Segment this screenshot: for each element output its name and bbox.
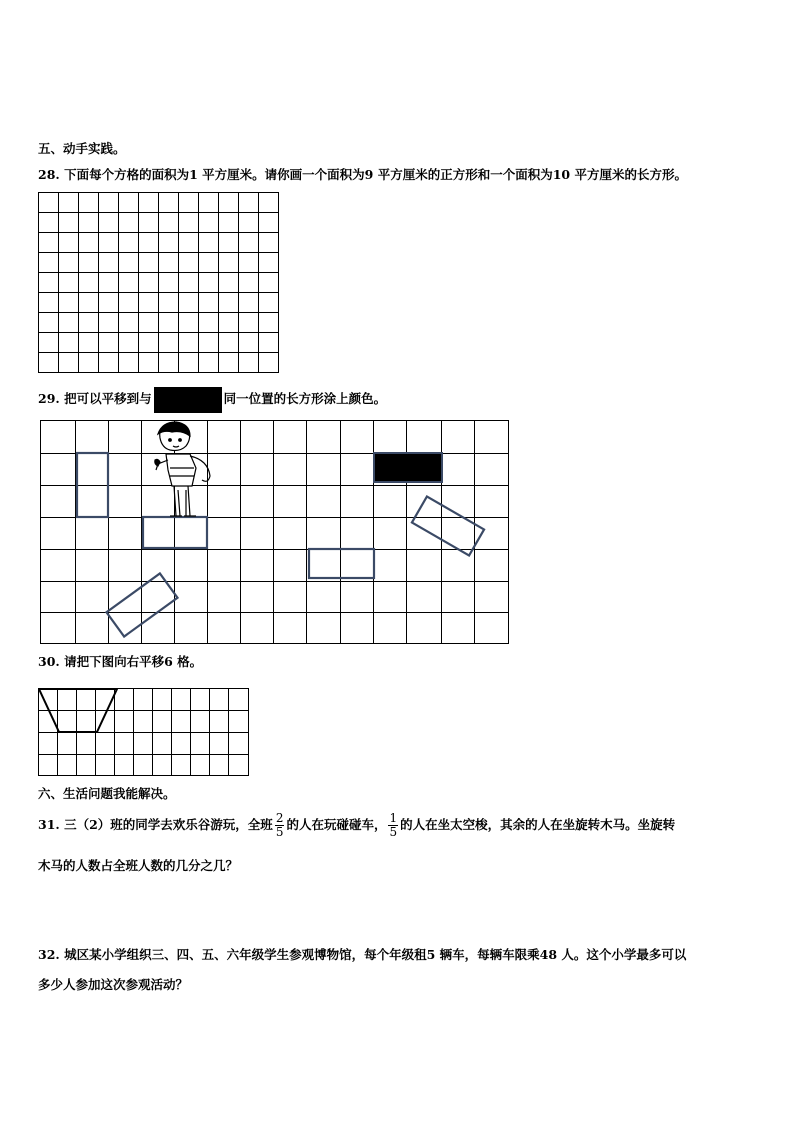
question-32-line-1: 城区某小学组织三、四、五、六年级学生参观博物馆，每个年级租5 辆车，每辆车限乘48 人。这个小学最多可以 (64, 947, 687, 962)
question-29 (38, 386, 386, 413)
question-31-part1: 三（2）班的同学去欢乐谷游玩，全班 (64, 817, 273, 832)
question-32 (38, 947, 686, 963)
question-30 (38, 654, 202, 670)
question-31-line-2: 木马的人数占全班人数的几分之几？ (38, 858, 239, 873)
question-28 (38, 167, 687, 183)
question-31-part3: 的人在坐太空梭，其余的人在坐旋转木马。坐旋转 (400, 817, 676, 832)
section-5-heading: 五、动手实践。 (38, 141, 126, 156)
question-29-text-before: 把可以平移到与 (64, 391, 152, 406)
q29-translation-grid (40, 420, 510, 645)
reference-black-rectangle (154, 387, 222, 413)
question-32-line-2: 多少人参加这次参观活动？ (38, 977, 189, 992)
question-30-number: 30. (38, 654, 60, 669)
question-31-number: 31. (38, 817, 60, 832)
fraction-2-denominator: 5 (389, 825, 398, 839)
q28-drawing-grid[interactable] (38, 192, 280, 374)
fraction-two-fifths (275, 812, 285, 839)
question-31 (38, 808, 675, 842)
boy-figure-icon (155, 422, 210, 516)
question-28-text: 下面每个方格的面积为1 平方厘米。请你画一个面积为9 平方厘米的正方形和一个面积为10 平方厘米的长方形。 (64, 167, 687, 182)
fraction-1-numerator: 2 (275, 811, 284, 825)
question-31-part2: 的人在玩碰碰车， (286, 817, 387, 832)
question-28-number: 28. (38, 167, 60, 182)
tilted-rectangle-right[interactable] (412, 497, 484, 556)
q30-translation-grid[interactable] (38, 688, 250, 778)
question-32-number: 32. (38, 947, 60, 962)
fraction-1-denominator: 5 (275, 825, 284, 839)
question-29-number: 29. (38, 391, 60, 406)
target-black-rectangle (374, 453, 442, 482)
question-29-text-after: 同一位置的长方形涂上颜色。 (223, 391, 387, 406)
fraction-one-fifth (388, 812, 398, 839)
question-30-text: 请把下图向右平移6 格。 (64, 654, 203, 669)
section-6-heading: 六、生活问题我能解决。 (38, 786, 176, 801)
horizontal-rectangle-middle[interactable] (309, 549, 374, 578)
fraction-2-numerator: 1 (389, 811, 398, 825)
